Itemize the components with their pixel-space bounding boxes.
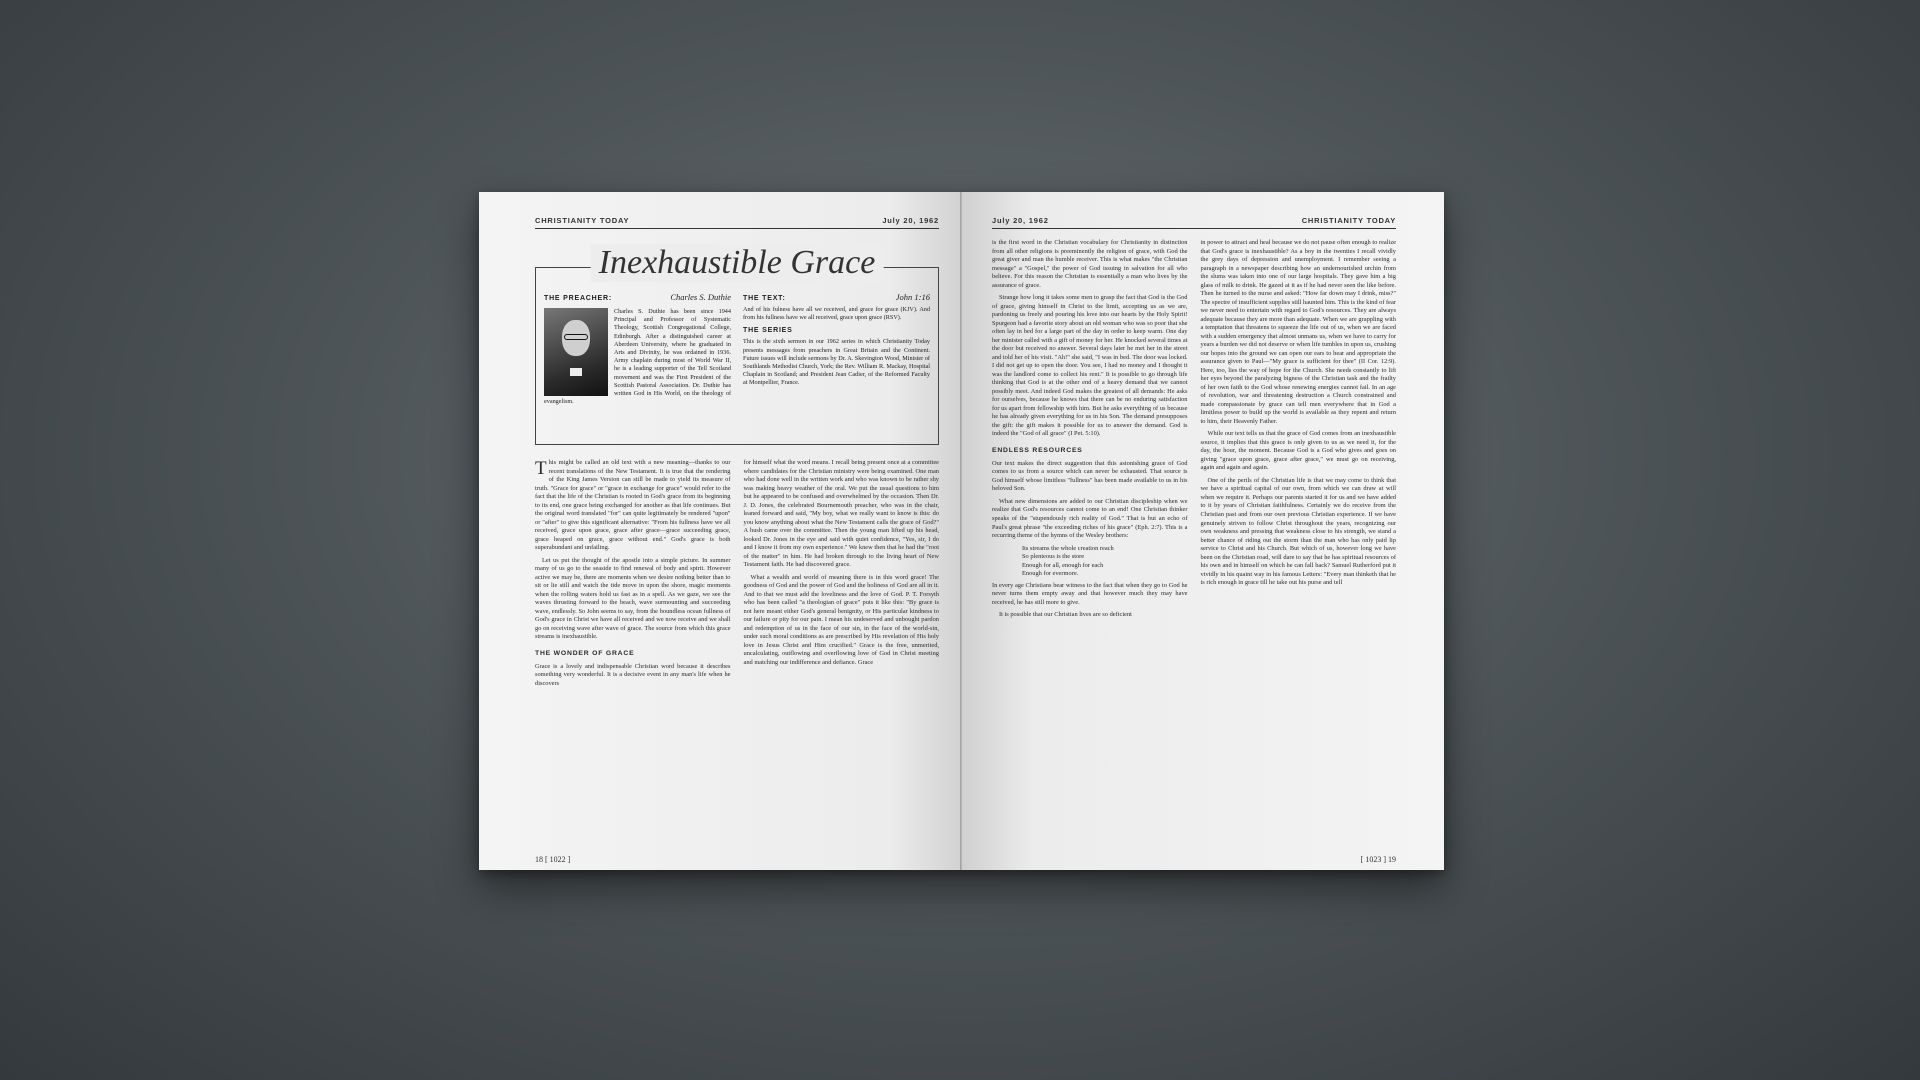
- right-page: [962, 192, 1444, 870]
- paragraph: This might be called an old text with a new meaning—thanks to our recent translations of the New Testament. It is true that the rendering of the King James Version can still be made to yield its measure of truth. "Grace for grace" or "grace in exchange for grace" would refer to the fact that the life of the Christian is rooted in God's grace from its beginning to its end, one grace being exchanged for another as that life continues. But the original word translated "for" can quite legitimately be rendered "upon" or "after" to give this significant alternative: "From his fullness have we all received, grace upon grace, grace after grace—grace succeeding grace, grace heaped on grace, grace without end." God's grace is both superabundant and unfailing.: [535, 458, 731, 552]
- paragraph: Let us put the thought of the apostle into a simple picture. In summer many of us go to the seaside to find renewal of body and spirit. However active we may be, there are moments when we desire nothing better than to sit or lie still and watch the tide move in upon the shore, magic moments when the rolling waters hold us fast as in a spell. As we gaze, we see the waves thrusting forward to the beach, wave surmounting and succeeding wave, endlessly. So John seems to say, from the boundless ocean fullness of God's grace in Christ we have all received and we now receive and we shall go on receiving wave after wave of grace. The source from which this grace streams is inexhaustible.: [535, 556, 731, 641]
- magazine-spread: [479, 192, 1444, 870]
- left-column-2: [744, 459, 940, 692]
- magazine-name: CHRISTIANITY TODAY: [1301, 216, 1396, 225]
- preacher-bio: Charles S. Duthie has been since 1944 Principal and Professor of Systematic Theology, Scottish Congregational College, Edinburgh. After a distinguished career at Aberdeen University, where he graduated in Arts and Divinity, he was ordained in 1936. Army chaplain during most of World War II, he is a leading supporter of the Tell Scotland movement and was the First President of the Scottish Pastoral Association. Dr. Duthie has written God in His World, on the theology of evangelism.: [544, 308, 731, 406]
- right-body-columns: [992, 239, 1396, 624]
- left-column-1: [535, 459, 731, 692]
- hymn-verse: [1022, 545, 1188, 579]
- verse-line: Enough for evermore.: [1022, 570, 1079, 578]
- paragraph: Strange how long it takes some men to grasp the fact that God is the God of grace, giving himself in Christ to the limit, accepting us as we are, pardoning us freely and pouring his love into our hearts by the Holy Spirit! Spurgeon had a favorite story about an old woman who was so poor that she often lay in bed for a large part of the day in order to keep warm. One day her minister called with a gift of money for her. He knocked several times at the door but received no answer. Several days later he met her in the street and told her of his visit. "Ah!" she said, "I was in bed. The door was locked. I did not get up to open the door. You see, I had no money and I thought it was the landlord come to collect his rent." It is possible to go through life thinking that God is at the other end of a heavy demand that we cannot possibly meet. And indeed God makes the greatest of all demands: He asks for ourselves, because he knows that there can be no enduring satisfaction for us apart from fellowship with him. But he asks everything of us because he has already given everything for us in his Son. The demand presupposes the gift: the gift makes it possible for us to answer the demand. God is indeed the "God of all grace" (I Pet. 5:10).: [992, 294, 1188, 438]
- paragraph: In every age Christians bear witness to the fact that when they go to God he never turns them empty away and that however much they may have received, he has still more to give.: [992, 581, 1188, 606]
- left-page: [479, 192, 961, 870]
- paragraph: While our text tells us that the grace of God comes from an inexhaustible source, it implies that this grace is only given to us as we need it, for the day, the hour, the moment. Because God is a God who gives and goes on giving "grace upon grace, grace after grace," we must go on receiving, again and again and again.: [1200, 430, 1396, 472]
- text-body: And of his fulness have all we received, and grace for grace (KJV). And from his fullness have we all received, grace upon grace (RSV).: [743, 306, 930, 322]
- right-column-2: [1201, 239, 1397, 624]
- page-folio-left: 18 [ 1022 ]: [535, 855, 571, 864]
- paragraph: What new dimensions are added to our Christian discipleship when we realize that God's resources cannot come to an end! One Christian thinker speaks of the "stupendously rich reality of God." That is but an echo of Paul's great phrase "the exceeding riches of his grace" (Eph. 2:7). This is a recurring theme of the hymns of the Wesley brothers:: [992, 497, 1188, 540]
- paragraph: What a wealth and world of meaning there is in this word grace! The goodness of God and the power of God and the holiness of God are all in it. And to that we must add the loveliness and the love of God. P. T. Forsyth who has been called "a theologian of grace" puts it like this: "By grace is not here meant either God's general benignity, or His particular kindness to our failure or pity for our pain. I mean his undeserved and unbought pardon and redemption of us in the face of our sin, in the face of the world-sin, under such moral conditions as are prescribed by His revelation of His holy love in Jesus Christ and Him crucified." Grace is the free, unmerited, uncalculating, outflowing and overflowing love of God in Christ meeting and matching our indifference and defiance. Grace: [743, 573, 939, 666]
- drop-cap: T: [535, 458, 547, 479]
- verse-line: Its streams the whole creation reach: [1022, 544, 1114, 552]
- section-heading: THE WONDER OF GRACE: [535, 649, 635, 657]
- preacher-name: Charles S. Duthie: [670, 292, 731, 302]
- paragraph: One of the perils of the Christian life is that we may come to think that we have a spiritual capital of our own, from which we can draw at will when we require it. Perhaps our parents started it for us and we have added to it by years of Christian faithfulness. Certainly we do receive from the Christian past and from our own previous Christian experience. If we have genuinely striven to follow Christ throughout the years, recognizing our own weakness and pressing that weakness close to his strength, we stand a better chance of riding out the storm than the man who has only paid lip service to Christ and his Church. But which of us, however long we have been on the Christian road, will dare to say that he has spiritual resources of his own and in himself on which he can fall back? Samuel Rutherford put it vividly in his quaint way in his famous Letters: "Every man thinketh that he is rich enough in grace till he take out his purse and tell: [1200, 476, 1396, 587]
- page-folio-right: [ 1023 ] 19: [1360, 855, 1396, 864]
- paragraph: Grace is a lovely and indispensable Christian word because it describes something very wonderful. It is a decisive event in any man's life when he discovers: [535, 662, 731, 687]
- running-header-right: [992, 216, 1396, 229]
- right-column-1: [992, 239, 1188, 624]
- paragraph: Our text makes the direct suggestion that this astonishing grace of God comes to us from a source which can never be exhausted. That source is God himself whose limitless "fullness" has been made available to us in his beloved Son.: [992, 459, 1188, 493]
- issue-date: July 20, 1962: [882, 216, 939, 225]
- preacher-column: [544, 292, 731, 406]
- running-header-left: [535, 216, 939, 229]
- series-body: This is the sixth sermon in our 1962 series in which Christianity Today presents messages from preachers in Great Britain and the Continent. Future issues will include sermons by Dr. A. Skevington Wood, Minister of Southlands Methodist Church, York; the Rev. William R. Mackay, Hospital Chaplain in Scotland; and President Jean Cadier, of the Reformed Faculty at Montpellier, France.: [743, 338, 930, 387]
- sermon-info-box: [535, 244, 939, 445]
- issue-date: July 20, 1962: [992, 216, 1049, 225]
- text-column: [743, 292, 930, 406]
- magazine-name: CHRISTIANITY TODAY: [535, 216, 630, 225]
- article-title: Inexhaustible Grace: [591, 244, 884, 282]
- text-label: THE TEXT:: [743, 295, 786, 302]
- verse-line: So plenteous is the store: [1022, 553, 1085, 561]
- paragraph: is the first word in the Christian vocabulary for Christianity in distinction from all other religions is preeminently the religion of grace, with God the great giver and man the humble receiver. This is what makes "the Christian message" a "Gospel," the power of God issuing in salvation for all who believe. For this reason the Christian is essentially a man who lives by the assurance of grace.: [992, 239, 1188, 289]
- paragraph: in power to attract and heal because we do not pause often enough to realize that God's grace is inexhaustible? As a boy in the twenties I recall vividly the grey days of depression and unemployment. I remember seeing a paragraph in a newspaper describing how an undernourished urchin from the slums was taken into one of our large hospitals. They gave him a big glass of milk to drink. He gazed at it as if he had never seen the like before. Then he turned to the nurse and asked: "How far down may I drink, miss?" The spectre of insufficient supplies still haunted him. This is the kind of fear we never need to entertain with regard to God's resources. They are always adequate because they are more than adequate. When we are grappling with a temptation that threatens to squeeze the life out of us, when we are faced with a sudden emergency that almost unmans us, when we have to carry for years a burden we did not deserve or when life tumbles in upon us, crushing our hopes into the ground we can open our ears to hear and appropriate the assurance given to Paul—"My grace is sufficient for thee" (II Cor. 12:9). Here, too, lies the way of hope for the Church. She needs constantly to lift her eyes beyond the paralyzing bigness of the Christian task and the frailty of her own faith to the God whose renewing energies cannot fail. In an age of revolution, war and threatening destruction a Church constrained and made compassionate by grace can tell men everywhere that in God a limitless power to build up the world is available as they repent and return to him, their Heavenly Father.: [1200, 239, 1396, 425]
- series-label: THE SERIES: [743, 327, 793, 335]
- left-body-columns: [535, 459, 939, 692]
- text-reference: John 1:16: [895, 292, 930, 302]
- paragraph: It is possible that our Christian lives are so deficient: [999, 611, 1132, 619]
- preacher-label: THE PREACHER:: [544, 295, 612, 302]
- preacher-photo: [544, 308, 608, 396]
- verse-line: Enough for all, enough for each: [1022, 561, 1104, 569]
- section-heading: ENDLESS RESOURCES: [992, 446, 1083, 454]
- paragraph: for himself what the word means. I recall being present once at a committee where candidates for the Christian ministry were being examined. One man who had done well in the written work and who was known to be rather shy was making heavy weather of the oral. We put the usual questions to him but he appeared to be confused and overwhelmed by the occasion. Then Dr. J. D. Jones, the celebrated Bournemouth preacher, who was in the chair, leaned forward and said, "My boy, what we really want to know is this: do you know anything about what the New Testament calls the grace of God?" A hush came over the committee. Then the young man lifted up his head, looked Dr. Jones in the eye and said with quiet confidence, "Yes, sir, I do and I know it from my own experience." We knew then that he had the "root of the matter" in him. He had broken through to the living heart of New Testament faith. He had discovered grace.: [743, 459, 939, 569]
